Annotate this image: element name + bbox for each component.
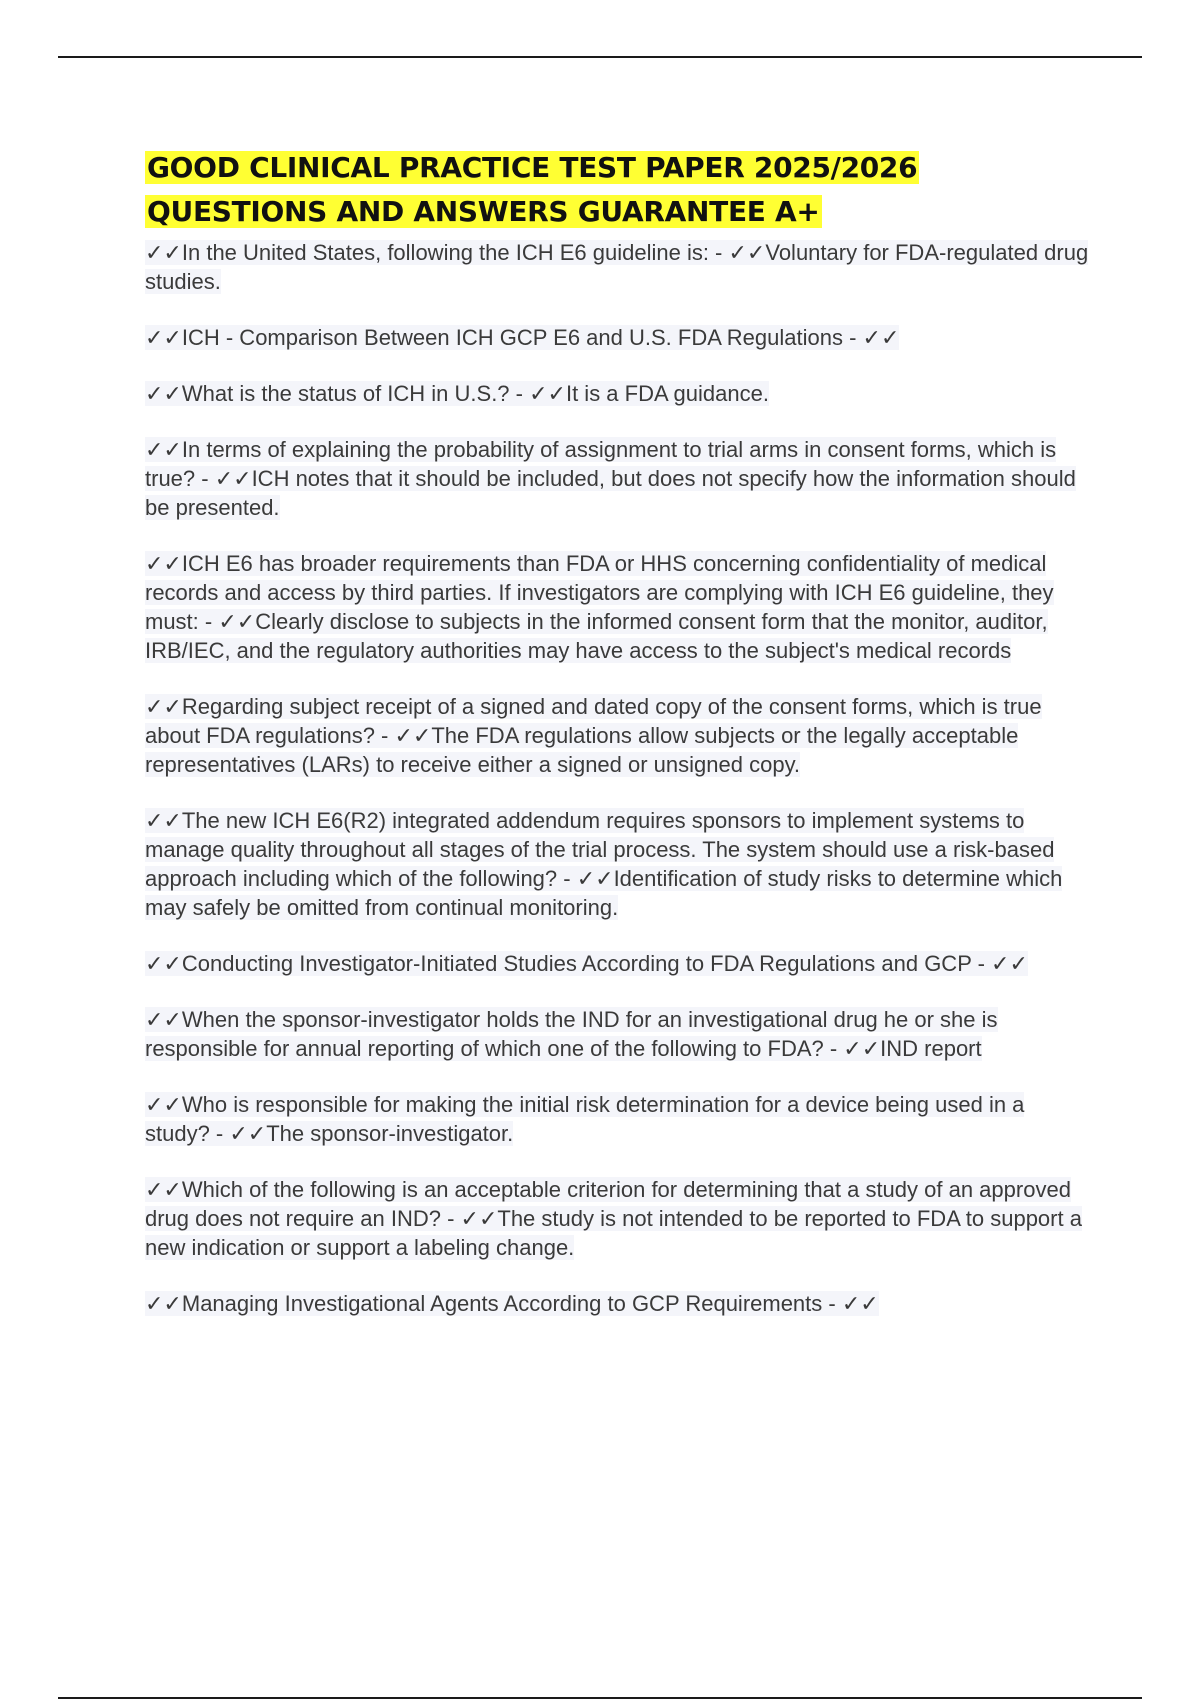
qa-item-9 — [145, 1005, 1090, 1063]
qa-item-8 — [145, 949, 1090, 978]
qa-text: ✓✓When the sponsor-investigator holds the IND for an investigational drug he or she is responsible for annual reporting of which one of the following to FDA? - ✓✓IND report — [145, 1007, 998, 1061]
qa-text: ✓✓Who is responsible for making the initial risk determination for a device being used in a study? - ✓✓The sponsor-investigator. — [145, 1092, 1025, 1146]
qa-text: ✓✓What is the status of ICH in U.S.? - ✓✓It is a FDA guidance. — [145, 381, 769, 406]
qa-item-6 — [145, 692, 1090, 779]
qa-item-7 — [145, 806, 1090, 922]
qa-text: ✓✓The new ICH E6(R2) integrated addendum requires sponsors to implement systems to manage quality throughout all stages of the trial process. The system should use a risk-based approach including which of the following? - ✓✓Identification of study risks to determine which may safely be omitted from continual monitoring. — [145, 808, 1063, 920]
top-rule — [58, 56, 1142, 58]
qa-item-3 — [145, 379, 1090, 408]
qa-item-10 — [145, 1090, 1090, 1148]
qa-text: ✓✓Regarding subject receipt of a signed and dated copy of the consent forms, which is true about FDA regulations? - ✓✓The FDA regulations allow subjects or the legally acceptable representatives (LARs) to receive either a signed or unsigned copy. — [145, 694, 1042, 777]
qa-item-5 — [145, 549, 1090, 665]
document-body — [145, 146, 1090, 1345]
qa-item-1 — [145, 238, 1090, 296]
qa-text: ✓✓In terms of explaining the probability of assignment to trial arms in consent forms, which is true? - ✓✓ICH notes that it should be included, but does not specify how the information should be presented. — [145, 437, 1076, 520]
qa-item-4 — [145, 435, 1090, 522]
title-highlight: GOOD CLINICAL PRACTICE TEST PAPER 2025/2026 QUESTIONS AND ANSWERS GUARANTEE A+ — [147, 151, 918, 228]
qa-text: ✓✓Managing Investigational Agents According to GCP Requirements - ✓✓ — [145, 1291, 879, 1316]
qa-item-11 — [145, 1175, 1090, 1262]
qa-text: ✓✓ICH - Comparison Between ICH GCP E6 and U.S. FDA Regulations - ✓✓ — [145, 325, 900, 350]
qa-text: ✓✓Conducting Investigator-Initiated Studies According to FDA Regulations and GCP - ✓✓ — [145, 951, 1028, 976]
qa-text: ✓✓In the United States, following the ICH E6 guideline is: - ✓✓Voluntary for FDA-regulated drug studies. — [145, 240, 1089, 294]
qa-item-12 — [145, 1289, 1090, 1318]
qa-text: ✓✓Which of the following is an acceptable criterion for determining that a study of an approved drug does not require an IND? - ✓✓The study is not intended to be reported to FDA to support a new indication or support a labeling change. — [145, 1177, 1082, 1260]
document-title — [145, 146, 1090, 234]
bottom-rule — [58, 1697, 1142, 1699]
qa-item-2 — [145, 323, 1090, 352]
qa-text: ✓✓ICH E6 has broader requirements than FDA or HHS concerning confidentiality of medical records and access by third parties. If investigators are complying with ICH E6 guideline, they must: - ✓✓Clearly disclose to subjects in the informed consent form that the monitor, auditor, IRB/IEC, and the regulatory authorities may have access to the subject's medical records — [145, 551, 1054, 663]
